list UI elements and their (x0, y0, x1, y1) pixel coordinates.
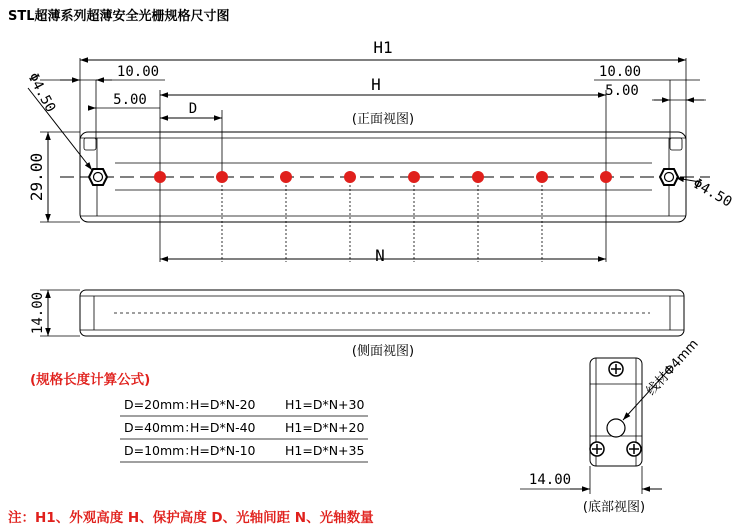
formula-row-1-h: H=D*N-20 (190, 397, 256, 412)
left-hole-diameter: Φ4.50 (24, 70, 59, 116)
optical-axis-dot (344, 171, 356, 183)
formula-row-2-h: H=D*N-40 (190, 420, 256, 435)
optical-axis-dot (600, 171, 612, 183)
left-inner-offset: 5.00 (113, 92, 147, 108)
h1-label: H1 (373, 38, 393, 57)
formula-row-2-d: D=40mm： (124, 420, 197, 435)
optical-axis-dot (216, 171, 228, 183)
bottom-view (520, 336, 702, 515)
formula-row-3-h: H=D*N-10 (190, 443, 256, 458)
formula-block (30, 371, 368, 462)
side-height: 14.00 (30, 291, 46, 335)
bottom-width: 14.00 (528, 472, 572, 488)
right-inner-offset: 5.00 (605, 83, 639, 99)
n-label: N (375, 246, 385, 265)
optical-axis-dot (472, 171, 484, 183)
formula-row-3-h1: H1=D*N+35 (285, 443, 365, 458)
formula-row-1-d: D=20mm： (124, 397, 197, 412)
left-outer-offset: 10.00 (116, 64, 160, 80)
screw-icon (609, 362, 623, 376)
left-mounting-nut-icon (89, 169, 107, 185)
formula-row-2-h1: H1=D*N+20 (285, 420, 365, 435)
cable-hole-icon (607, 419, 625, 437)
right-mounting-nut-icon (660, 169, 678, 185)
d-label: D (188, 101, 198, 117)
cable-spec: 线材Φ4mm (643, 336, 702, 399)
formula-row-1-h1: H1=D*N+30 (285, 397, 365, 412)
front-height: 29.00 (27, 152, 46, 202)
right-outer-offset: 10.00 (598, 64, 642, 80)
front-view-label: (正面视图) (351, 112, 415, 127)
screw-icon (627, 442, 641, 456)
right-hole-diameter: Φ4.50 (690, 175, 735, 211)
bottom-view-label: (底部视图) (582, 500, 646, 515)
front-view (24, 38, 734, 265)
page-title: STL超薄系列超薄安全光栅规格尺寸图 (8, 9, 230, 24)
screw-icon (590, 442, 604, 456)
side-view-label: (侧面视图) (351, 344, 415, 359)
formula-row-3-d: D=10mm： (124, 443, 197, 458)
side-view (30, 290, 684, 359)
optical-axis-dot (154, 171, 166, 183)
legend-note: 注：H1、外观高度 H、保护高度 D、光轴间距 N、光轴数量 (8, 510, 374, 526)
formula-title: (规格长度计算公式) (30, 372, 151, 388)
optical-axis-dot (536, 171, 548, 183)
optical-axis-dot (408, 171, 420, 183)
h-label: H (371, 75, 381, 94)
optical-axis-dot (280, 171, 292, 183)
